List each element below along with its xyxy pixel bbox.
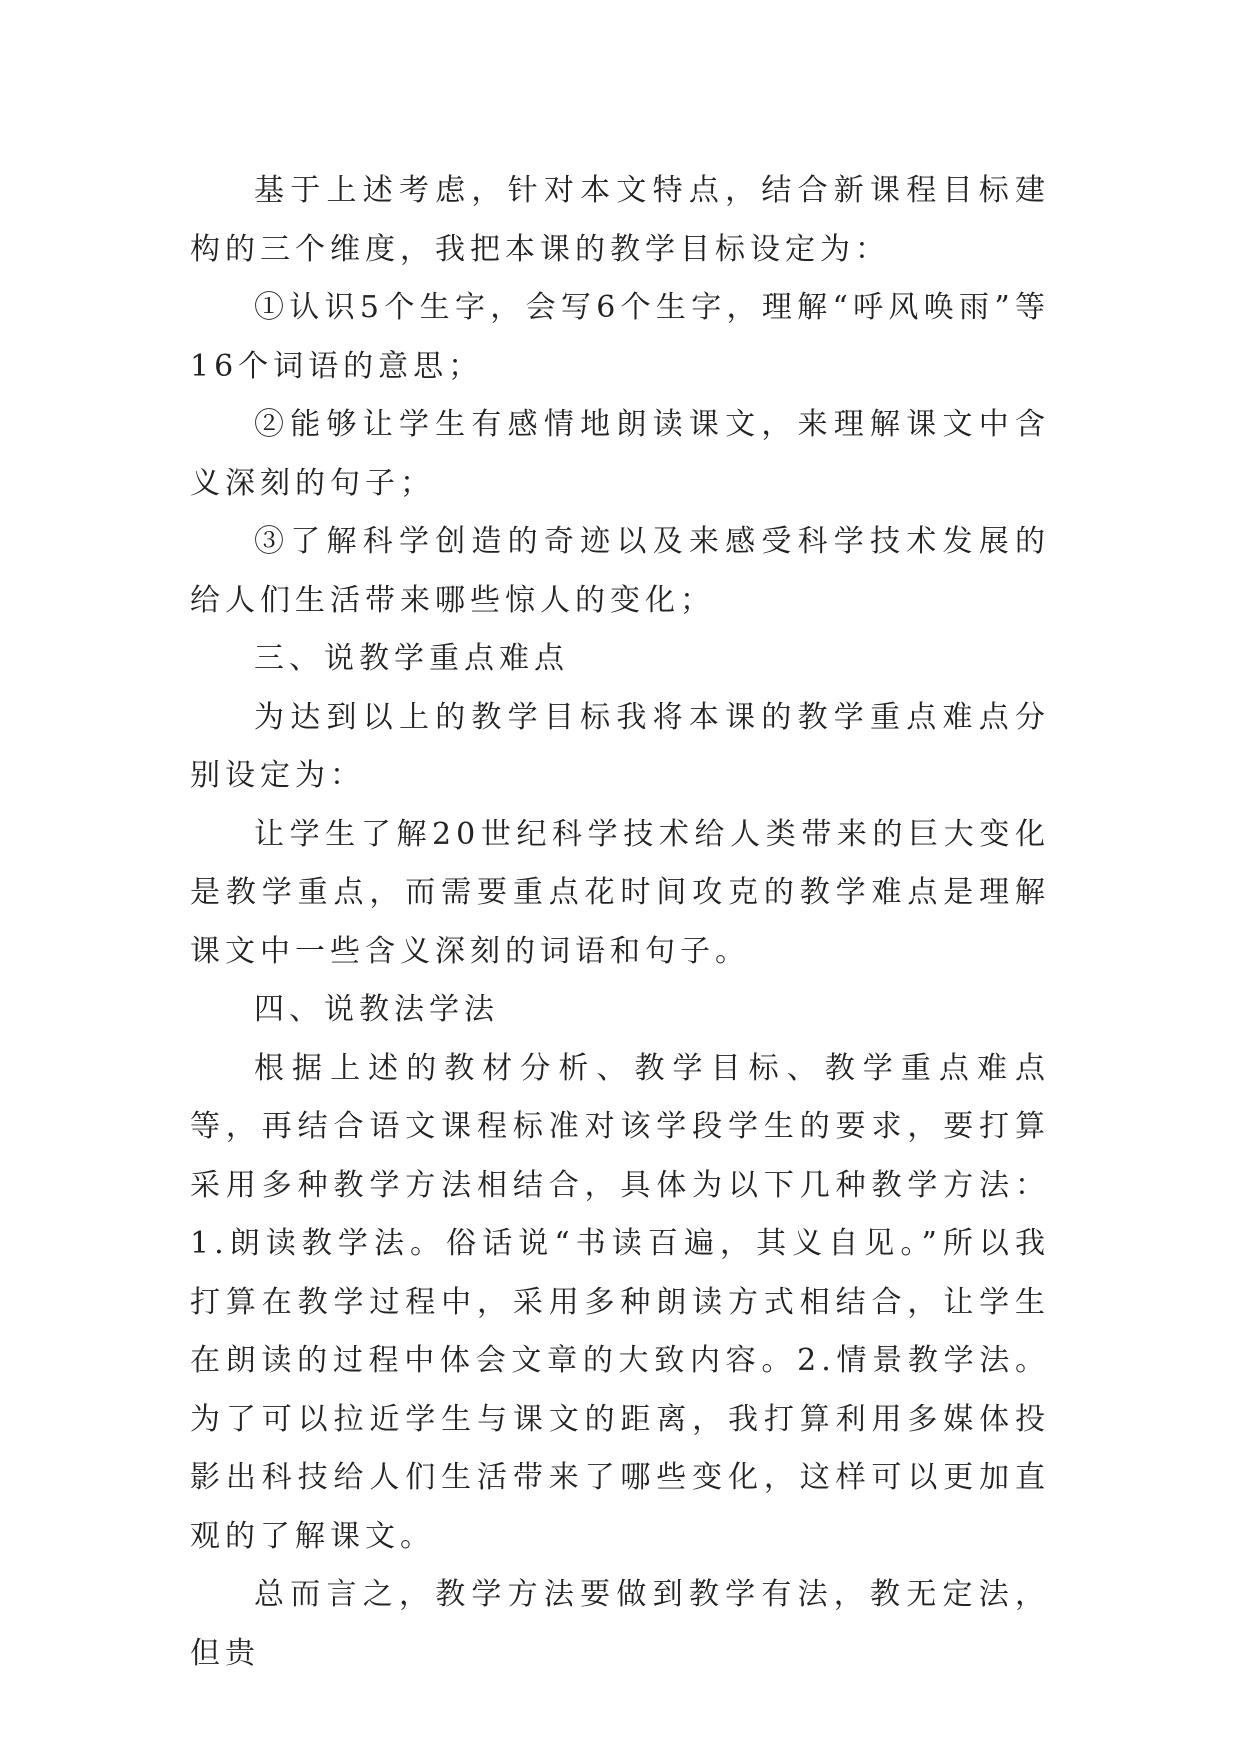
paragraph-methods: 根据上述的教材分析、教学目标、教学重点难点等，再结合语文课程标准对该学段学生的要求，要打算采用多种教学方法相结合，具体为以下几种教学方法：1.朗读教学法。俗话说“书读百遍，其义自见。”所以我打算在教学过程中，采用多种朗读方式相结合，让学生在朗读的过程中体会文章的大致内容。2.情景教学法。为了可以拉近学生与课文的距离，我打算利用多媒体投影出科技给人们生活带来了哪些变化，这样可以更加直观的了解课文。	[190, 1050, 1050, 1554]
paragraph-teaching-goals-intro: 基于上述考虑，针对本文特点，结合新课程目标建构的三个维度，我把本课的教学目标设定为：	[190, 173, 1050, 267]
paragraph-key-points-intro: 为达到以上的教学目标我将本课的教学重点难点分别设定为：	[190, 699, 1050, 793]
section-heading-methods: 四、说教法学法	[254, 992, 499, 1027]
paragraph-goal-3: ③了解科学创造的奇迹以及来感受科学技术发展的给人们生活带来哪些惊人的变化；	[190, 524, 1050, 618]
paragraph-key-points: 让学生了解20世纪科学技术给人类带来的巨大变化是教学重点，而需要重点花时间攻克的教学难点是理解课文中一些含义深刻的词语和句子。	[190, 816, 1050, 969]
paragraph-summary: 总而言之，教学方法要做到教学有法，教无定法，但贵	[190, 1577, 1050, 1671]
paragraph-goal-2: ②能够让学生有感情地朗读课文，来理解课文中含义深刻的句子；	[190, 407, 1050, 501]
document-body	[190, 162, 1050, 1683]
section-heading-key-points: 三、说教学重点难点	[254, 641, 569, 676]
paragraph-goal-1: ①认识5个生字，会写6个生字，理解“呼风唤雨”等16个词语的意思；	[190, 290, 1050, 384]
